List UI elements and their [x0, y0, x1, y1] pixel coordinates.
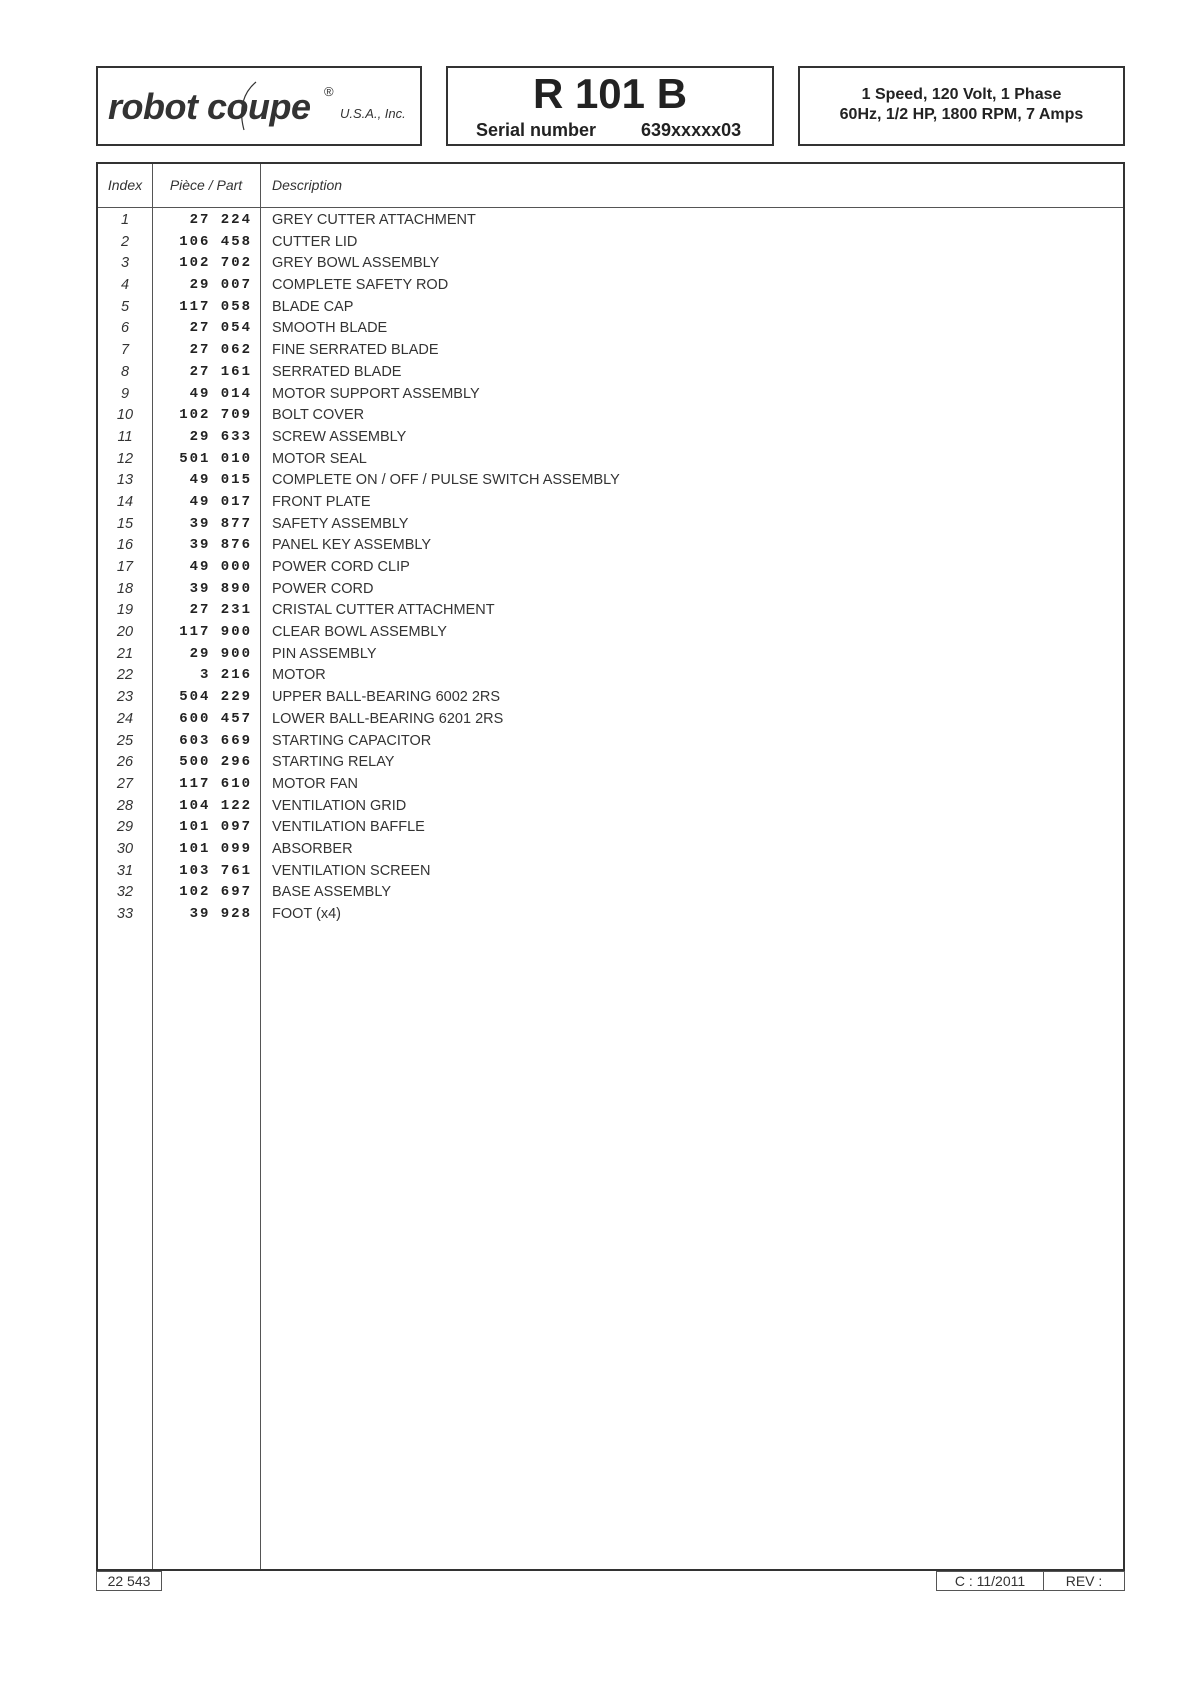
row-description: SMOOTH BLADE — [272, 320, 388, 337]
row-description: FOOT (x4) — [272, 906, 342, 922]
document-number: 22 543 — [96, 1571, 162, 1591]
revision-label: REV : — [1043, 1571, 1125, 1591]
header-divider — [98, 207, 1123, 208]
registered-mark: ® — [324, 84, 334, 99]
row-part-number: 106 458 — [179, 233, 252, 250]
table-row — [98, 557, 1123, 579]
row-part-number: 117 900 — [179, 624, 252, 641]
serial-value: 639xxxxx03 — [641, 120, 742, 140]
row-description: MOTOR SUPPORT ASSEMBLY — [272, 385, 480, 402]
row-description: LOWER BALL-BEARING 6201 2RS — [272, 710, 504, 727]
row-description: GREY BOWL ASSEMBLY — [272, 255, 440, 272]
row-part-number: 603 669 — [179, 732, 252, 749]
row-index: 14 — [116, 493, 134, 510]
row-part-number: 49 015 — [189, 472, 252, 489]
row-part-number: 39 928 — [189, 906, 252, 922]
row-part-number: 39 890 — [189, 580, 252, 597]
table-row — [98, 318, 1123, 340]
row-description: SAFETY ASSEMBLY — [272, 515, 409, 532]
row-index: 13 — [116, 472, 134, 489]
row-description: COMPLETE ON / OFF / PULSE SWITCH ASSEMBLY — [272, 472, 620, 489]
row-description: BLADE CAP — [272, 298, 354, 315]
row-index: 17 — [116, 559, 134, 575]
row-description: BOLT COVER — [272, 407, 365, 424]
row-description: POWER CORD CLIP — [272, 559, 410, 575]
table-row — [98, 232, 1123, 254]
table-row — [98, 579, 1123, 601]
row-description: STARTING CAPACITOR — [272, 732, 432, 749]
table-row — [98, 731, 1123, 753]
row-part-number: 27 224 — [189, 212, 252, 228]
row-description: CUTTER LID — [272, 233, 358, 250]
row-part-number: 600 457 — [179, 710, 252, 727]
row-index: 18 — [116, 580, 134, 597]
table-row — [98, 253, 1123, 275]
table-row — [98, 622, 1123, 644]
row-description: SERRATED BLADE — [272, 363, 402, 380]
row-description: MOTOR FAN — [272, 775, 358, 792]
table-row — [98, 709, 1123, 731]
table-row — [98, 839, 1123, 861]
row-index: 7 — [120, 342, 130, 359]
table-row — [98, 470, 1123, 492]
serial-label: Serial number — [476, 120, 597, 140]
row-description: BASE ASSEMBLY — [272, 884, 392, 901]
row-index: 31 — [116, 862, 134, 879]
row-index: 4 — [120, 277, 130, 294]
row-index: 8 — [120, 363, 130, 380]
row-index: 29 — [116, 819, 134, 836]
row-index: 10 — [116, 407, 134, 424]
row-part-number: 102 709 — [179, 407, 252, 424]
table-row — [98, 644, 1123, 666]
row-description: CRISTAL CUTTER ATTACHMENT — [272, 602, 495, 619]
row-index: 11 — [117, 428, 133, 445]
table-row — [98, 796, 1123, 818]
row-index: 12 — [116, 450, 134, 467]
table-row — [98, 904, 1123, 926]
table-row — [98, 600, 1123, 622]
table-row — [98, 362, 1123, 384]
spec-line-2: 60Hz, 1/2 HP, 1800 RPM, 7 Amps — [839, 106, 1084, 123]
table-row — [98, 774, 1123, 796]
row-description: STARTING RELAY — [272, 754, 395, 771]
row-index: 23 — [116, 689, 134, 706]
row-index: 25 — [116, 732, 134, 749]
table-row — [98, 340, 1123, 362]
row-index: 21 — [116, 645, 134, 662]
row-part-number: 3 216 — [199, 667, 252, 684]
table-row — [98, 514, 1123, 536]
table-row — [98, 861, 1123, 883]
row-description: GREY CUTTER ATTACHMENT — [272, 212, 476, 228]
row-index: 15 — [116, 515, 134, 532]
row-description: UPPER BALL-BEARING 6002 2RS — [272, 689, 501, 706]
row-index: 33 — [116, 906, 134, 922]
row-part-number: 101 097 — [179, 819, 252, 836]
row-index: 6 — [120, 320, 130, 337]
row-part-number: 39 877 — [189, 515, 252, 532]
header-part: Pièce / Part — [169, 177, 243, 193]
row-part-number: 500 296 — [179, 754, 252, 771]
row-part-number: 29 633 — [189, 428, 252, 445]
row-part-number: 117 610 — [179, 775, 252, 792]
row-part-number: 27 231 — [189, 602, 252, 619]
table-row — [98, 449, 1123, 471]
row-part-number: 49 017 — [189, 493, 252, 510]
row-part-number: 27 062 — [189, 342, 252, 359]
row-description: PIN ASSEMBLY — [272, 645, 377, 662]
row-index: 20 — [116, 624, 134, 641]
row-part-number: 117 058 — [179, 298, 252, 315]
model-title: R 101 B — [532, 70, 688, 117]
row-description: MOTOR — [272, 667, 326, 684]
table-row — [98, 752, 1123, 774]
row-index: 3 — [120, 255, 130, 272]
table-row — [98, 882, 1123, 904]
row-description: ABSORBER — [272, 840, 353, 857]
row-description: PANEL KEY ASSEMBLY — [272, 537, 432, 554]
row-part-number: 27 161 — [189, 363, 252, 380]
table-row — [98, 535, 1123, 557]
row-part-number: 102 697 — [179, 884, 252, 901]
row-index: 24 — [116, 710, 134, 727]
row-index: 27 — [116, 775, 134, 792]
serial-row — [476, 120, 752, 141]
table-body — [98, 210, 1123, 926]
row-part-number: 49 014 — [189, 385, 252, 402]
table-row — [98, 275, 1123, 297]
table-row — [98, 427, 1123, 449]
row-index: 32 — [116, 884, 134, 901]
row-part-number: 49 000 — [189, 559, 252, 575]
table-row — [98, 665, 1123, 687]
row-index: 9 — [120, 385, 130, 402]
row-description: VENTILATION BAFFLE — [272, 819, 425, 836]
table-row — [98, 492, 1123, 514]
brand-logo-box — [96, 66, 422, 146]
row-index: 1 — [120, 212, 130, 228]
row-part-number: 103 761 — [179, 862, 252, 879]
table-row — [98, 817, 1123, 839]
row-part-number: 27 054 — [189, 320, 252, 337]
row-index: 30 — [116, 840, 134, 857]
row-part-number: 29 900 — [189, 645, 252, 662]
row-index: 28 — [116, 797, 134, 814]
row-index: 22 — [116, 667, 134, 684]
row-index: 16 — [116, 537, 134, 554]
row-description: VENTILATION SCREEN — [272, 862, 431, 879]
spec-box — [798, 66, 1125, 146]
logo-swirl-icon — [234, 78, 262, 136]
row-part-number: 504 229 — [179, 689, 252, 706]
header-description: Description — [272, 177, 343, 193]
row-description: COMPLETE SAFETY ROD — [272, 277, 449, 294]
row-description: FRONT PLATE — [272, 493, 371, 510]
row-index: 19 — [116, 602, 134, 619]
row-part-number: 29 007 — [189, 277, 252, 294]
brand-logo: robot coupe — [108, 86, 311, 127]
row-index: 5 — [120, 298, 130, 315]
model-box — [446, 66, 774, 146]
table-row — [98, 297, 1123, 319]
row-description: MOTOR SEAL — [272, 450, 367, 467]
table-row — [98, 405, 1123, 427]
table-row — [98, 687, 1123, 709]
row-description: SCREW ASSEMBLY — [272, 428, 407, 445]
row-description: CLEAR BOWL ASSEMBLY — [272, 624, 447, 641]
row-part-number: 39 876 — [189, 537, 252, 554]
row-part-number: 101 099 — [179, 840, 252, 857]
row-part-number: 501 010 — [179, 450, 252, 467]
table-row — [98, 210, 1123, 232]
row-part-number: 102 702 — [179, 255, 252, 272]
brand-suffix: U.S.A., Inc. — [340, 106, 406, 121]
spec-line-1: 1 Speed, 120 Volt, 1 Phase — [861, 86, 1062, 103]
row-description: FINE SERRATED BLADE — [272, 342, 439, 359]
row-index: 26 — [116, 754, 134, 771]
header-index: Index — [107, 177, 143, 193]
row-description: POWER CORD — [272, 580, 374, 597]
table-row — [98, 384, 1123, 406]
revision-date: C : 11/2011 — [936, 1571, 1044, 1591]
row-part-number: 104 122 — [179, 797, 252, 814]
row-description: VENTILATION GRID — [272, 797, 407, 814]
row-index: 2 — [120, 233, 130, 250]
parts-table — [96, 162, 1125, 1571]
